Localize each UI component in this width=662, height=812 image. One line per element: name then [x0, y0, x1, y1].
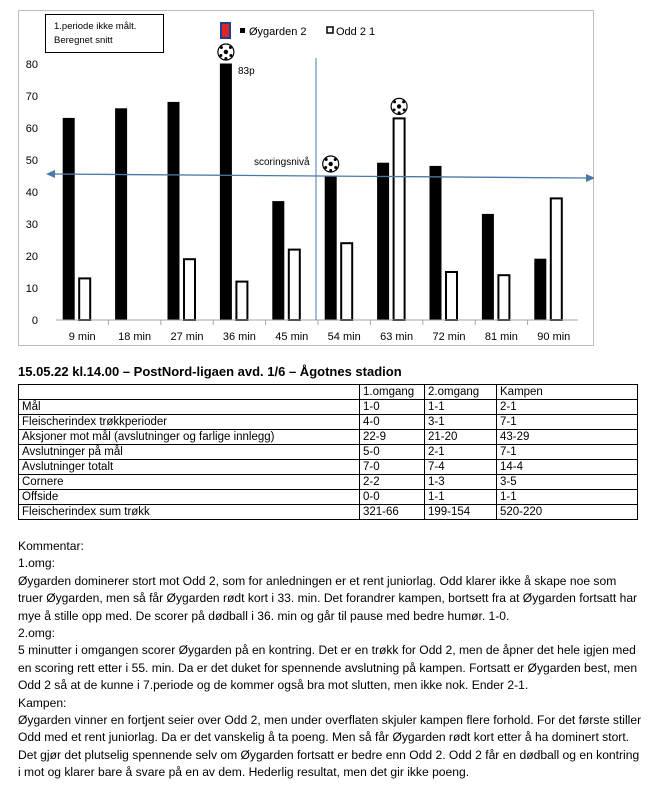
stat-second-half: 21-20: [425, 430, 497, 445]
y-tick-label: 70: [25, 91, 38, 103]
bar-oygarden: [482, 214, 493, 320]
x-tick-label: 54 min: [327, 331, 361, 343]
stat-first-half: 5-0: [360, 445, 425, 460]
table-row: [19, 415, 638, 430]
football-patch: [334, 158, 337, 161]
bar-odd: [289, 250, 300, 320]
stat-first-half: 0-0: [360, 490, 425, 505]
football-icon: [391, 98, 407, 114]
bar-odd: [184, 259, 195, 320]
legend-label-oygarden: Øygarden 2: [249, 26, 307, 38]
football-icon: [323, 156, 339, 172]
bar-oygarden: [378, 163, 389, 320]
stat-label: Fleischerindex trøkkperioder: [19, 415, 360, 430]
y-tick-label: 0: [31, 315, 38, 327]
first-half-heading: 1.omg:: [18, 556, 55, 571]
table-row: [19, 460, 638, 475]
bar-oygarden: [325, 176, 336, 320]
bar-odd: [551, 198, 562, 320]
stat-label: Offside: [19, 490, 360, 505]
stat-match: 7-1: [497, 445, 638, 460]
table-row: [19, 475, 638, 490]
football-patch: [329, 169, 332, 172]
football-patch: [224, 57, 227, 60]
stat-match: 1-1: [497, 490, 638, 505]
stat-first-half: 22-9: [360, 430, 425, 445]
x-tick-label: 90 min: [537, 331, 571, 343]
bar-oygarden: [116, 109, 127, 320]
stat-first-half: 4-0: [360, 415, 425, 430]
bar-odd: [79, 278, 90, 320]
first-half-text: Øygarden dominerer stort mot Odd 2, som for anledningen er et rent juniorlag. Odd klarer ikke å skape noe som truer Øygarden, men så får Øygarden rødt kort i 33. min. Det forandrer kampen, bortsett fra at Øygarden fortsatt har mye å stille opp med. De scorer på dødball i 36. min og går til pause med bedre humør. 1-0.: [18, 573, 638, 623]
bar-odd: [394, 118, 405, 320]
table-row: [19, 445, 638, 460]
y-tick-label: 10: [25, 283, 38, 295]
x-tick-label: 45 min: [275, 331, 309, 343]
bar-oygarden: [430, 166, 441, 320]
stats-table: [18, 384, 638, 520]
x-tick-label: 9 min: [68, 331, 96, 343]
football-patch: [325, 158, 328, 161]
stat-label: Avslutninger totalt: [19, 460, 360, 475]
bar-oygarden: [535, 259, 546, 320]
bar-oygarden: [63, 118, 74, 320]
y-tick-label: 20: [25, 251, 38, 263]
stats-header-first-half: 1.omgang: [360, 385, 425, 400]
football-patch: [224, 50, 228, 54]
stats-header-label: [19, 385, 360, 400]
table-row: [19, 430, 638, 445]
bar-oygarden: [273, 202, 284, 320]
x-tick-label: 27 min: [170, 331, 204, 343]
football-patch: [393, 100, 396, 103]
legend-swatch-oygarden: [240, 28, 245, 33]
red-card-icon: [221, 23, 230, 38]
second-half-heading: 2.omg:: [18, 626, 55, 641]
stats-header-second-half: 2.omgang: [425, 385, 497, 400]
stat-label: Avslutninger på mål: [19, 445, 360, 460]
y-tick-label: 40: [25, 187, 38, 199]
stats-header-match: Kampen: [497, 385, 638, 400]
stat-label: Aksjoner mot mål (avslutninger og farlige innlegg): [19, 430, 360, 445]
football-patch: [219, 54, 222, 57]
football-patch: [329, 162, 333, 166]
stat-match: 7-1: [497, 415, 638, 430]
x-tick-label: 18 min: [118, 331, 152, 343]
bar-oygarden: [220, 64, 231, 320]
match-title: 15.05.22 kl.14.00 – PostNord-ligaen avd. 1/6 – Ågotnes stadion: [18, 364, 402, 379]
commentary: [18, 538, 644, 782]
trokk-chart: [18, 10, 594, 346]
stat-match: 520-220: [497, 505, 638, 520]
table-row: [19, 505, 638, 520]
stat-label: Fleischerindex sum trøkk: [19, 505, 360, 520]
football-patch: [334, 166, 337, 169]
football-patch: [402, 100, 405, 103]
match-summary-text: Øygarden vinner en fortjent seier over Odd 2, men under overflaten skjuler kampen flere forhold. For det første stiller Odd med et rent juniorlag. Da er det vanskelig å ta poeng. Men så får Øygarden rødt kort etter å ha dominert stort. Det gjør det plutselig spennende selv om Øygarden fortsatt er bedre enn Odd 2. Odd 2 får en dødball og en kontring i mot og klarer bare å svare på en av dem. Hederlig resultat, men det gir ikke poeng.: [18, 713, 642, 780]
match-heading: Kampen:: [18, 695, 67, 710]
football-patch: [229, 54, 232, 57]
y-tick-label: 80: [25, 59, 38, 71]
stat-first-half: 7-0: [360, 460, 425, 475]
football-patch: [398, 111, 401, 114]
peak-value-label: 83p: [238, 66, 255, 77]
stats-header-row: [19, 385, 638, 400]
football-patch: [220, 46, 223, 49]
second-half-text: 5 minutter i omgangen scorer Øygarden på en kontring. Det er en trøkk for Odd 2, men de åpner det hele igjen med en scoring rett etter i 55. min. Da er det duket for spennende avslutning på kampen. Fortsatt er Øygarden best, men Odd 2 så at de kunne i 7.periode og de kommer også bra mot slutten, men ikke nok. Ender 2-1.: [18, 643, 638, 693]
football-icon: [218, 44, 234, 60]
football-patch: [229, 46, 232, 49]
stat-second-half: 2-1: [425, 445, 497, 460]
stat-first-half: 321-66: [360, 505, 425, 520]
stat-second-half: 1-1: [425, 400, 497, 415]
x-tick-label: 72 min: [432, 331, 466, 343]
legend-label-odd: Odd 2 1: [336, 26, 376, 38]
bar-odd: [341, 243, 352, 320]
table-row: [19, 400, 638, 415]
bar-odd: [236, 282, 247, 320]
football-patch: [393, 108, 396, 111]
bar-odd: [498, 275, 509, 320]
football-patch: [324, 166, 327, 169]
stat-second-half: 3-1: [425, 415, 497, 430]
stat-match: 43-29: [497, 430, 638, 445]
commentary-heading: Kommentar:: [18, 539, 84, 553]
y-tick-label: 60: [25, 123, 38, 135]
scoring-level-label: scoringsnivå: [254, 157, 310, 168]
bar-oygarden: [168, 102, 179, 320]
x-tick-label: 36 min: [222, 331, 256, 343]
note-box: [46, 15, 164, 53]
stat-second-half: 1-3: [425, 475, 497, 490]
y-tick-label: 50: [25, 155, 38, 167]
stat-first-half: 1-0: [360, 400, 425, 415]
legend-swatch-odd: [327, 27, 333, 33]
x-tick-label: 63 min: [380, 331, 414, 343]
y-tick-label: 30: [25, 219, 38, 231]
x-tick-label: 81 min: [484, 331, 518, 343]
table-row: [19, 490, 638, 505]
bar-odd: [446, 272, 457, 320]
stat-match: 3-5: [497, 475, 638, 490]
note-line-1: 1.periode ikke målt.: [54, 21, 137, 32]
stat-second-half: 1-1: [425, 490, 497, 505]
stat-match: 2-1: [497, 400, 638, 415]
stat-match: 14-4: [497, 460, 638, 475]
stat-label: Mål: [19, 400, 360, 415]
stat-label: Cornere: [19, 475, 360, 490]
note-line-2: Beregnet snitt: [54, 35, 113, 46]
stat-second-half: 7-4: [425, 460, 497, 475]
stat-second-half: 199-154: [425, 505, 497, 520]
football-patch: [397, 104, 401, 108]
football-patch: [403, 108, 406, 111]
stat-first-half: 2-2: [360, 475, 425, 490]
